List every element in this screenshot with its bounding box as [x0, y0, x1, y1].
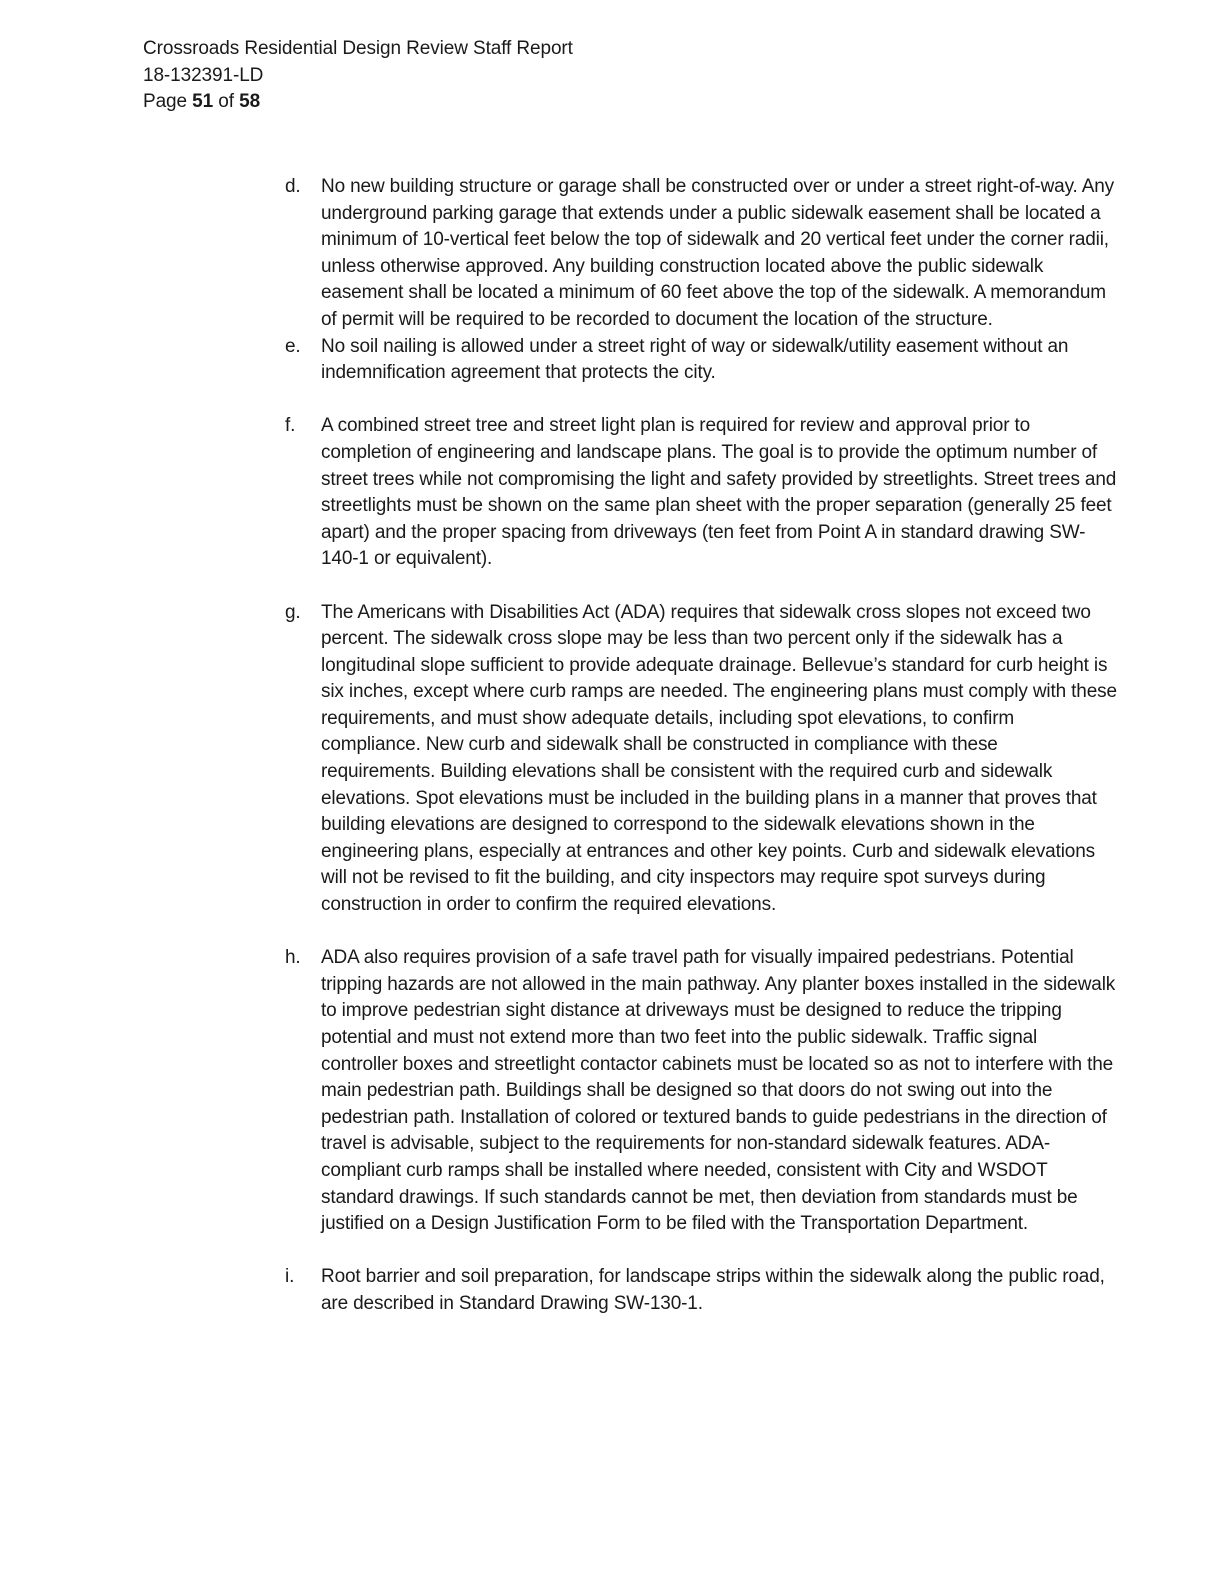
item-label: g. — [285, 601, 301, 623]
item-text: ADA also requires provision of a safe travel path for visually impaired pedestrians. Potential tripping hazards are not allowed in the main pathway. Any planter boxes installed in the sidewalk to improve pedestrian sight distance at driveways must be designed to reduce the tripping potential and must not extend more than two feet into the public sidewalk. Traffic signal controller boxes and streetlight contactor cabinets must be located so as not to interfere with the main pedestrian path. Buildings shall be designed so that doors do not swing out into the pedestrian path. Installation of colored or textured bands to guide pedestrians in the direction of travel is advisable, subject to the requirements for non-standard sidewalk features. ADA-compliant curb ramps shall be installed where needed, consistent with City and WSDOT standard drawings. If such standards cannot be met, then deviation from standards must be justified on a Design Justification Form to be filed with the Transportation Department. — [321, 947, 1116, 1235]
item-text: Root barrier and soil preparation, for landscape strips within the sidewalk along the public road, are described in Standard Drawing SW-130-1. — [321, 1266, 1105, 1314]
conditions-list — [285, 174, 1117, 1318]
item-label: h. — [285, 947, 301, 969]
item-label: i. — [285, 1266, 295, 1288]
list-item-d — [285, 174, 1117, 334]
item-text: No new building structure or garage shall be constructed over or under a street right-of-way. Any underground parking garage that extends under a public sidewalk easement shall be located a minimum of 10-vertical feet below the top of sidewalk and 20 vertical feet under the corner radii, unless otherwise approved. Any building construction located above the public sidewalk easement shall be located a minimum of 60 feet above the top of the sidewalk. A memorandum of permit will be required to be recorded to document the location of the structure. — [321, 176, 1115, 330]
page-prefix: Page — [143, 91, 193, 112]
item-text: A combined street tree and street light plan is required for review and approval prior to completion of engineering and landscape plans. The goal is to provide the optimum number of street trees while not compromising the light and safety provided by streetlights. Street trees and streetlights must be shown on the same plan sheet with the proper separation (generally 25 feet apart) and the proper spacing from driveways (ten feet from Point A in standard drawing SW-140-1 or equivalent). — [321, 415, 1117, 570]
file-number: 18-132391-LD — [143, 64, 264, 86]
list-item-i — [285, 1264, 1117, 1317]
item-text: No soil nailing is allowed under a street right of way or sidewalk/utility easement without an indemnification agreement that protects the city. — [321, 335, 1069, 384]
page-header — [143, 36, 573, 116]
list-item-g — [285, 600, 1117, 919]
list-item-f — [285, 413, 1117, 573]
list-item-h — [285, 945, 1117, 1238]
list-item-e — [285, 334, 1117, 387]
item-label: e. — [285, 335, 301, 357]
item-label: f. — [285, 415, 296, 437]
page-total: 58 — [239, 91, 261, 112]
page-current: 51 — [192, 91, 214, 112]
item-text: The Americans with Disabilities Act (ADA) requires that sidewalk cross slopes not exceed two percent. The sidewalk cross slope may be less than two percent only if the sidewalk has a longitudinal slope sufficient to provide adequate drainage. Bellevue’s standard for curb height is six inches, except where curb ramps are needed. The engineering plans must comply with these requirements, and must show adequate details, including spot elevations, to confirm compliance. New curb and sidewalk shall be constructed in compliance with these requirements. Building elevations shall be consistent with the required curb and sidewalk elevations. Spot elevations must be included in the building plans in a manner that proves that building elevations are designed to correspond to the sidewalk elevations shown in the engineering plans, especially at entrances and other key points. Curb and sidewalk elevations will not be revised to fit the building, and city inspectors may require spot surveys during construction in order to confirm the required elevations. — [321, 601, 1117, 916]
page-of: of — [213, 91, 240, 112]
page-number — [143, 89, 573, 116]
report-title: Crossroads Residential Design Review Staff Report — [143, 38, 573, 59]
item-label: d. — [285, 176, 301, 197]
